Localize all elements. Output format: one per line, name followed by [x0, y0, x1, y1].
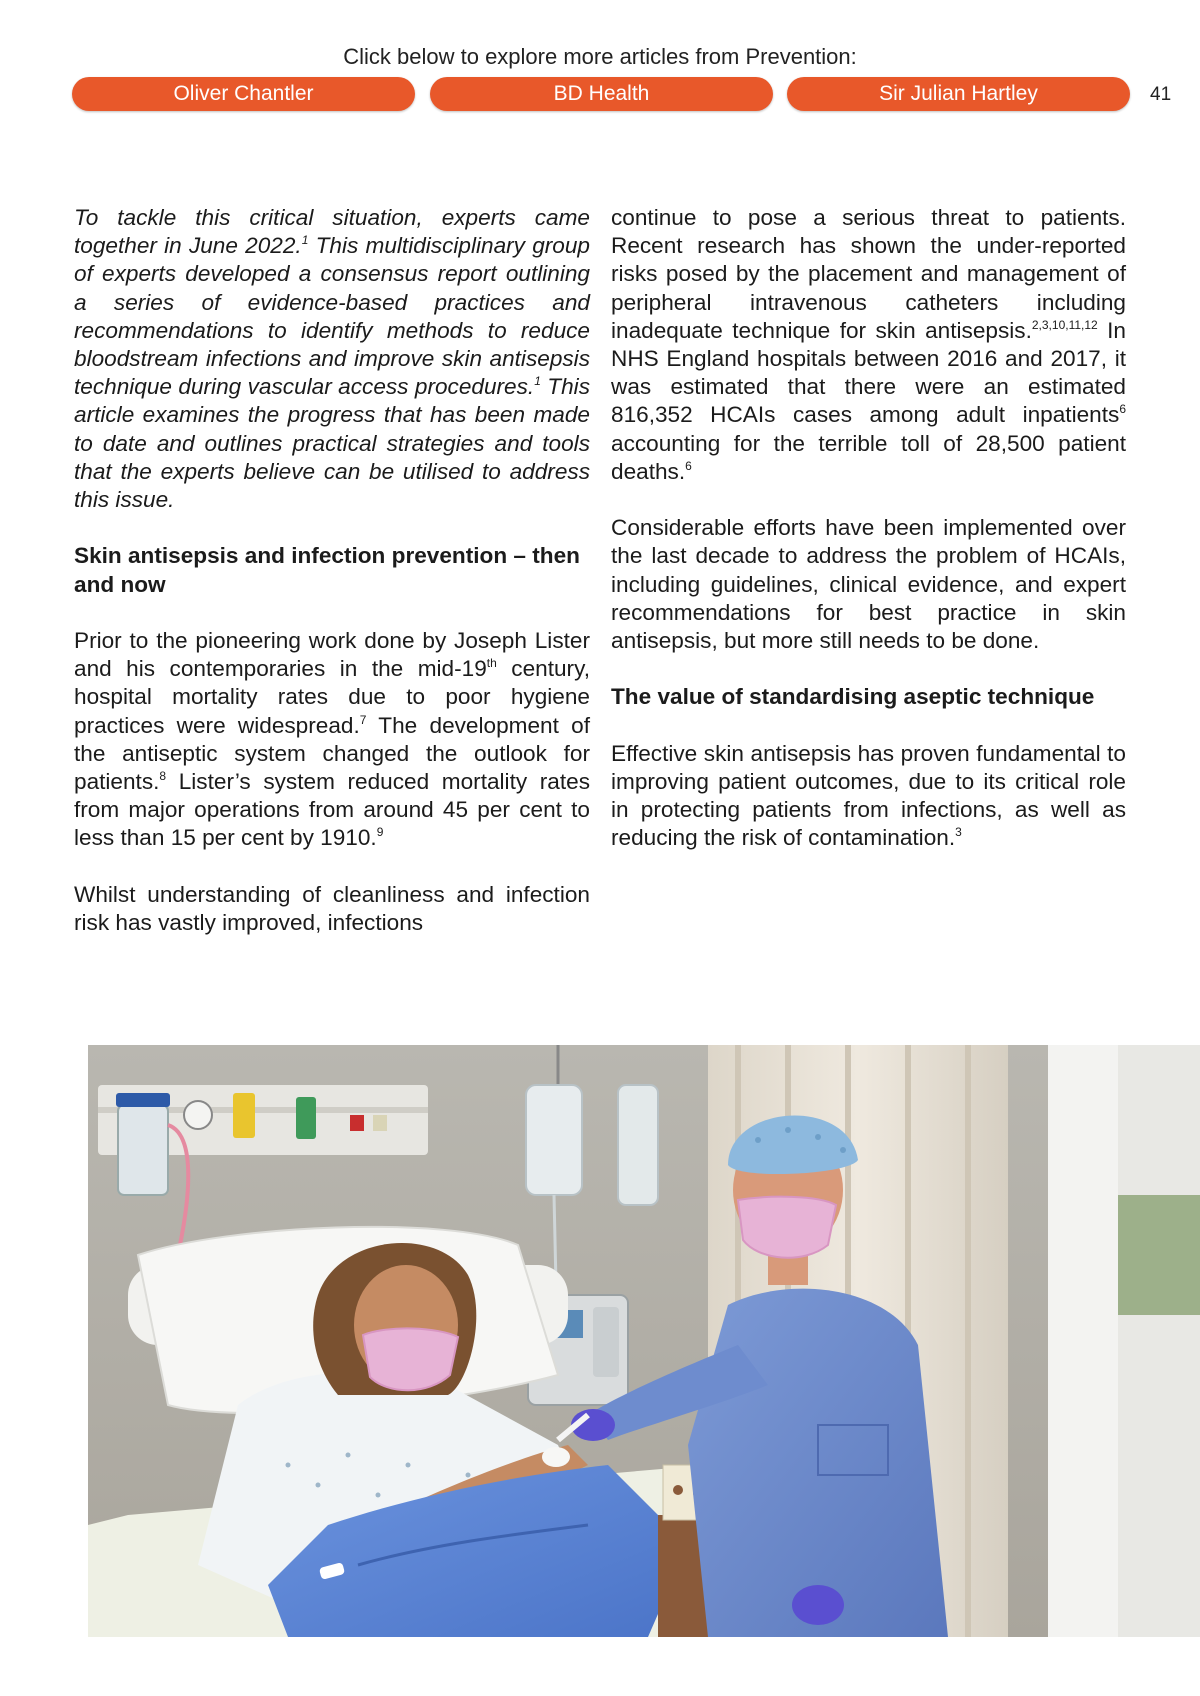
lister-paragraph: Prior to the pioneering work done by Joseph Lister and his contemporaries in the mid-19th century, hospital mortality rates due to poor hygiene practices were widespread.$^7$ The development of the antiseptic system changed the outlook for patients.$^8$ Lister’s system reduced mortality rates from major operations from around 45 per cent to less than 15 per cent by 1910.$^9$ — [74, 628, 590, 851]
section-heading-skin-antisepsis: Skin antisepsis and infection prevention – then and now — [74, 543, 580, 597]
citation: 1 — [301, 233, 309, 248]
intro-paragraph: To tackle this critical situation, experts came together in June 2022.$^1$ This multidisciplinary group of experts developed a consensus report outlining a series of evidence-based practices and recommendations to identify methods to reduce bloodstream infections and improve skin antisepsis technique during vascular access procedures.$^1$ This article examines the progress that has been made to date and outlines practical strategies and tools that the experts believe can be utilised to address this issue. — [74, 205, 590, 513]
citation: 3 — [955, 825, 962, 840]
nav-prompt: Click below to explore more articles from Prevention: — [343, 44, 857, 69]
clinical-photo — [88, 1045, 1200, 1637]
threat-paragraph: continue to pose a serious threat to patients. Recent research has shown the under-reported risks posed by the placement and management of peripheral intravenous catheters including inadequate technique for skin antisepsis.$^{2,3,10,11,12}$ In NHS England hospitals between 2016 and 2017, it was estimated that there were an estimated 816,352 HCAIs cases among adult inpatients$^6$ accounting for the terrible toll of 28,500 patient deaths.$^6$ — [611, 205, 1127, 484]
effective-paragraph: Effective skin antisepsis has proven fundamental to improving patient outcomes, due to its critical role in protecting patients from infections, as well as reducing the risk of contamination.$^3$ — [611, 740, 1126, 851]
article-link-bd-health[interactable]: BD Health — [430, 77, 773, 111]
article-link-sir-julian-hartley[interactable]: Sir Julian Hartley — [787, 77, 1130, 111]
citation: 8 — [159, 769, 167, 784]
citation: 6 — [1119, 402, 1126, 417]
citation: 1 — [534, 374, 541, 389]
section-heading-aseptic-technique: The value of standardising aseptic technique — [611, 684, 1095, 710]
citation: 7 — [359, 712, 367, 727]
efforts-paragraph: Considerable efforts have been implemented over the last decade to address the problem of HCAIs, including guidelines, clinical evidence, and expert recommendations for best practice in skin antisepsis, but more still needs to be done. — [611, 515, 1126, 654]
whilst-paragraph: Whilst understanding of cleanliness and infection risk has vastly improved, infections — [74, 881, 590, 936]
page-number: 41 — [1150, 84, 1172, 105]
left-column — [74, 204, 590, 965]
citation: 9 — [376, 825, 384, 840]
right-column — [611, 204, 1126, 881]
citation: 6 — [685, 458, 692, 473]
citation: 2,3,10,11,12 — [1031, 317, 1098, 332]
hospital-scene-image — [88, 1045, 1200, 1637]
article-link-oliver-chantler[interactable]: Oliver Chantler — [72, 77, 415, 111]
